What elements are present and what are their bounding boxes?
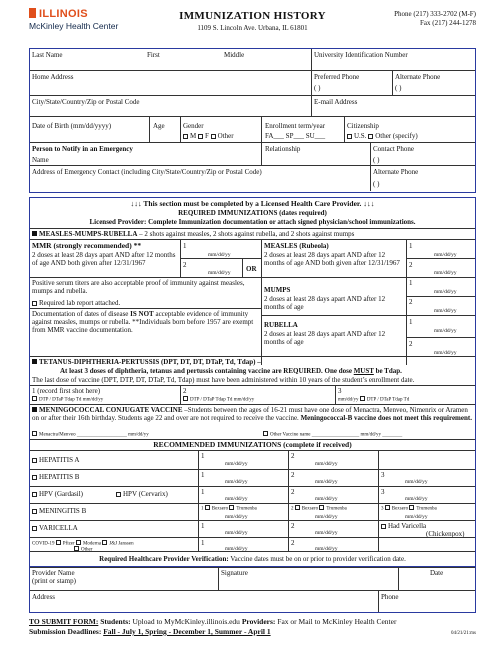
menb-dose2-date[interactable]: mm/dd/yy — [315, 514, 338, 520]
mmr-dose2-date[interactable]: mm/dd/yy — [208, 270, 231, 276]
hepb-checkbox[interactable] — [32, 475, 37, 480]
clinic-fax: Fax (217) 244-1278 — [420, 19, 476, 27]
tdap-dose3-date[interactable]: mm/dd/yy — [338, 397, 359, 403]
tdap-dose1-checkbox[interactable] — [32, 396, 37, 401]
students-text: Upload to MyMcKinley.illinois.edu — [130, 617, 242, 626]
hepb-dose3-num: 3 — [381, 471, 385, 479]
hpv-dose3-date[interactable]: mm/dd/yy — [405, 496, 428, 502]
measles-title: MEASLES (Rubeola) — [264, 242, 329, 250]
citizenship-other-label: Other (specify) — [375, 132, 418, 140]
mumps-dose2-date[interactable]: mm/dd/yy — [434, 308, 457, 314]
tdap-first-label-text: 1 (record first shot here) — [32, 387, 101, 395]
varicella-dose2-date[interactable]: mm/dd/yy — [315, 530, 338, 536]
hepb-dose2-date[interactable]: mm/dd/yy — [315, 479, 338, 485]
gender-label: Gender — [183, 122, 204, 130]
menactra-checkbox[interactable] — [32, 431, 37, 436]
mening-text — [32, 406, 472, 422]
bullet-icon — [32, 407, 37, 412]
emergency-address-label: Address of Emergency Contact (including City/State/Country/Zip or Postal Code) — [32, 168, 262, 176]
menb2-bexsero-label: Bexsero — [301, 506, 319, 512]
covid-other-label: Other ________________ — [81, 547, 134, 553]
menb-dose1-date[interactable]: mm/dd/yy — [225, 514, 248, 520]
mumps-dose1-num: 1 — [409, 279, 413, 287]
measles-dose1-num: 1 — [409, 242, 413, 250]
covid-dose2-date[interactable]: mm/dd/yy — [315, 546, 338, 552]
emergency-name-label: Name — [32, 156, 49, 164]
tdap-dose2-checkbox[interactable] — [183, 396, 188, 401]
tdap-req-must: MUST — [353, 367, 374, 375]
tdap-heading-text: TETANUS-DIPHTHERIA-PERTUSSIS (DPT, DT, DT, DTaP, Td, Tdap) – — [39, 358, 261, 366]
or-label: OR — [246, 265, 257, 273]
moderna-checkbox[interactable] — [76, 540, 81, 545]
hpv-dose1-date[interactable]: mm/dd/yy — [225, 496, 248, 502]
hpv-dose1-num: 1 — [201, 488, 205, 496]
citizenship-label: Citizenship — [347, 122, 379, 130]
gender-m-label: M — [190, 132, 197, 140]
chickenpox-label: (Chickenpox) — [426, 530, 465, 538]
menb-label: MENINGITIS B — [39, 507, 87, 515]
covid-dose1-date[interactable]: mm/dd/yy — [225, 546, 248, 552]
verification-text: Vaccine dates must be on or prior to provider verification date. — [228, 555, 406, 563]
varicella-row — [32, 524, 78, 532]
hepb-dose1-date[interactable]: mm/dd/yy — [225, 479, 248, 485]
enrollment-label: Enrollment term/year — [265, 122, 326, 130]
mening-heading: MENINGOCOCCAL CONJUGATE VACCINE — [39, 406, 183, 414]
hepa-dose2-date[interactable]: mm/dd/yy — [315, 461, 338, 467]
menb1-trumenba-checkbox[interactable] — [229, 505, 234, 510]
lab-report-label: Required lab report attached. — [39, 299, 121, 307]
menb-dose3-num: 3 — [381, 506, 384, 512]
hepb-dose3-date[interactable]: mm/dd/yy — [405, 479, 428, 485]
hpv-cervarix-row — [116, 490, 168, 498]
tdap-dose1-opts: DTP / DTaP Tdap Td — [39, 397, 82, 403]
menb3-trumenba-label: Trumenba — [416, 506, 437, 512]
hepa-row — [32, 456, 79, 464]
menb1-trumenba-label: Trumenba — [236, 506, 257, 512]
hepb-label: HEPATITIS B — [39, 473, 80, 481]
varicella-dose1-date[interactable]: mm/dd/yy — [225, 530, 248, 536]
city-label: City/State/Country/Zip or Postal Code — [32, 98, 140, 106]
gender-other-checkbox[interactable] — [211, 134, 216, 139]
mmr-heading-rest: – 2 shots against measles, 2 shots against rubella, and 2 shots against mumps — [137, 230, 355, 238]
mmr-title-text: MMR (strongly recommended) — [32, 241, 132, 250]
covid-dose2-num: 2 — [291, 539, 295, 547]
form-code: 04/21/21:ms — [450, 631, 476, 636]
menb-checkbox[interactable] — [32, 509, 37, 514]
provider-address-label: Address — [32, 593, 55, 601]
submit-label: TO SUBMIT FORM: — [29, 617, 99, 626]
menb2-trumenba-label: Trumenba — [326, 506, 347, 512]
tdap-req-a: At least 3 doses of diphtheria, tetanus and pertussis containing vaccine are REQUIRED. One dose — [60, 367, 354, 375]
providers-label: Providers: — [241, 617, 276, 626]
alt-phone-label: Alternate Phone — [373, 168, 419, 176]
preferred-phone-label: Preferred Phone — [314, 73, 360, 81]
hepb-dose1-num: 1 — [201, 471, 205, 479]
alt-phone-field[interactable]: ( ) — [373, 180, 380, 188]
jj-checkbox[interactable] — [102, 540, 107, 545]
recommended-title: RECOMMENDED IMMUNIZATIONS (complete if received) — [153, 440, 352, 449]
alternate-phone-label: Alternate Phone — [395, 73, 441, 81]
rubella-title: RUBELLA — [264, 321, 298, 329]
students-label: Students: — [98, 617, 131, 626]
deadlines-text: Fall - July 1, Spring - December 1, Summer - April 1 — [103, 627, 271, 636]
varicella-label: VARICELLA — [39, 524, 78, 532]
hpv-dose2-date[interactable]: mm/dd/yy — [315, 496, 338, 502]
mumps-dose2-num: 2 — [409, 298, 413, 306]
hepa-checkbox[interactable] — [32, 458, 37, 463]
menb-row — [32, 507, 86, 515]
hpv-cervarix-checkbox[interactable] — [116, 492, 121, 497]
mmr-heading-bold: MEASLES-MUMPS-RUBELLA — [39, 230, 138, 238]
clinic-address: 1109 S. Lincoln Ave. Urbana, IL 61801 — [197, 24, 308, 32]
menb3-bexsero-label: Bexsero — [391, 506, 409, 512]
varicella-dose1-num: 1 — [201, 522, 205, 530]
had-varicella-checkbox[interactable] — [381, 524, 386, 529]
bullet-icon — [32, 231, 37, 236]
uin-label: University Identification Number — [314, 51, 408, 59]
alternate-phone-field[interactable]: ( ) — [395, 84, 402, 92]
menb1-bexsero-checkbox[interactable] — [205, 505, 210, 510]
menb-dose1-num: 1 — [201, 506, 204, 512]
measles-description: 2 doses at least 28 days apart AND after 12 months of age AND both given after 12/31/1967 — [264, 251, 400, 267]
gender-m-checkbox[interactable] — [183, 134, 188, 139]
mmr-stars: ** — [133, 241, 142, 250]
hpv-dose3-num: 3 — [381, 488, 385, 496]
age-label: Age — [153, 122, 165, 130]
contact-phone-label: Contact Phone — [373, 145, 415, 153]
tdap-dose2-date[interactable]: mm/dd/yy — [233, 397, 255, 403]
providers-text: Fax or Mail to McKinley Health Center — [275, 617, 397, 626]
tdap-dose1-date[interactable]: mm/dd/yy — [82, 397, 104, 403]
last-name-label: Last Name — [32, 51, 63, 59]
measles-dose2-num: 2 — [409, 261, 413, 269]
mumps-title: MUMPS — [264, 286, 291, 294]
covid-dose1-num: 1 — [201, 539, 205, 547]
mumps-dose1-date[interactable]: mm/dd/yy — [434, 289, 457, 295]
tdap-requirement — [60, 367, 402, 375]
menb3-bexsero-checkbox[interactable] — [385, 505, 390, 510]
rubella-dose1-date[interactable]: mm/dd/yy — [434, 328, 457, 334]
tdap-dose3-num: 3 — [338, 387, 342, 395]
bullet-icon — [32, 359, 37, 364]
preferred-phone-field[interactable]: ( ) — [314, 84, 321, 92]
menb2-trumenba-checkbox[interactable] — [319, 505, 324, 510]
measles-dose1-date[interactable]: mm/dd/yy — [434, 252, 457, 258]
required-title: REQUIRED IMMUNIZATIONS (dates required) — [178, 209, 327, 217]
menb2-bexsero-checkbox[interactable] — [295, 505, 300, 510]
lab-report — [32, 299, 120, 307]
mmr-dose1-num: 1 — [183, 242, 187, 250]
tdap-dose2-opts: DTP / DTaP Tdap Td — [190, 397, 233, 403]
hpv-dose2-num: 2 — [291, 488, 295, 496]
rubella-dose2-num: 2 — [409, 340, 413, 348]
doc-note — [32, 310, 254, 334]
provider-section-box — [29, 197, 476, 567]
hepb-dose2-num: 2 — [291, 471, 295, 479]
measles-dose2-date[interactable]: mm/dd/yy — [434, 270, 457, 276]
dob-label: Date of Birth (mm/dd/yyyy) — [32, 122, 112, 130]
hpv-row — [32, 490, 83, 498]
logo-text: ILLINOIS — [39, 8, 88, 20]
middle-name-label: Middle — [224, 51, 245, 59]
citizenship-us-label: U.S. — [354, 132, 367, 140]
pfizer-label: Pfizer — [62, 541, 75, 547]
form-title: IMMUNIZATION HISTORY — [179, 10, 326, 22]
mening-body: –Students between the ages of 16-21 must have one dose of Menactra, Menveo, Nimenrix or Aramen on or after their 16th birthday. Students age 22 and over are not required to receive the vaccine. — [32, 406, 468, 422]
mening-b-note: Meningococcal-B vaccine does not meet this requirement. — [300, 414, 472, 422]
varicella-checkbox[interactable] — [32, 526, 37, 531]
first-name-label: First — [147, 51, 160, 59]
home-address-label: Home Address — [32, 73, 74, 81]
tdap-heading — [32, 358, 261, 366]
mmr-dose2-num: 2 — [183, 261, 187, 269]
enrollment-terms[interactable]: FA___ SP___ SU___ — [265, 132, 326, 140]
jj-label: J&J Janssen — [109, 541, 134, 547]
provider-phone-label: Phone — [381, 593, 399, 601]
mumps-description: 2 doses at least 28 days apart AND after 12 months of age — [264, 295, 386, 311]
logo-subtitle: McKinley Health Center — [29, 21, 119, 31]
licensed-note: Licensed Provider: Complete Immunization documentation or attach signed physician/school immunizations. — [89, 218, 416, 226]
hepb-row — [32, 473, 79, 481]
doc-note-2: acceptable evidence of immunity against measles, mumps or rubella. **Individuals born before 1957 are exempt from MMR vaccine documentation. — [32, 310, 254, 334]
emergency-title: Person to Notify in an Emergency — [32, 145, 133, 153]
tdap-dose3-checkbox[interactable] — [360, 396, 365, 401]
verification-title: Required Healthcare Provider Verification: — [99, 555, 229, 563]
relationship-label: Relationship — [265, 145, 301, 153]
tdap-dose3-opts: DTP / DTaP Tdap Td — [366, 397, 410, 403]
menb3-trumenba-checkbox[interactable] — [409, 505, 414, 510]
mmr-description: 2 doses at least 28 days apart AND after 12 months of age AND both given after 12/31/1967 — [32, 251, 176, 267]
tdap-first-label — [32, 387, 100, 395]
serum-note: Positive serum titers are also acceptable proof of immunity against measles, mumps and rubella. — [32, 279, 245, 295]
provider-signature-box — [29, 567, 476, 613]
rubella-dose1-num: 1 — [409, 318, 413, 326]
mmr-heading — [32, 230, 354, 238]
gender-options — [183, 132, 234, 140]
lab-report-checkbox[interactable] — [32, 301, 37, 306]
had-varicella — [381, 522, 426, 530]
menactra-opts: Menactra/Menveo ____________________ mm/dd/yy — [39, 432, 149, 438]
mening-other-checkbox[interactable] — [263, 431, 268, 436]
form-header — [29, 8, 476, 42]
moderna-label: Moderna — [82, 541, 102, 547]
deadlines-line — [29, 628, 271, 636]
pfizer-checkbox[interactable] — [56, 540, 61, 545]
hpv-gardasil-checkbox[interactable] — [32, 492, 37, 497]
mmr-dose1-date[interactable]: mm/dd/yy — [208, 252, 231, 258]
gender-f-checkbox[interactable] — [198, 134, 203, 139]
clinic-phone: Phone (217) 333-2702 (M-F) — [394, 10, 476, 18]
doc-note-1: Documentation of dates of disease — [32, 310, 131, 318]
personal-info-box — [29, 48, 476, 193]
had-varicella-label: Had Varicella — [388, 522, 427, 530]
tdap-dose2-num: 2 — [183, 387, 187, 395]
verification-line — [30, 555, 475, 563]
citizenship-options — [347, 132, 418, 140]
doc-note-not: IS NOT — [130, 310, 154, 318]
hpv-cervarix-label: HPV (Cervarix) — [123, 490, 168, 498]
gender-other-label: Other — [217, 132, 234, 140]
signature-label: Signature — [221, 569, 248, 577]
provider-print-label: (print or stamp) — [32, 577, 76, 585]
mening-other-opts: Other Vaccine name ___________________ mm/dd/yy ________ — [270, 432, 403, 438]
hepa-label: HEPATITIS A — [39, 456, 80, 464]
rubella-dose2-date[interactable]: mm/dd/yy — [434, 350, 457, 356]
clinic-contact — [394, 10, 476, 28]
citizenship-other-checkbox[interactable] — [368, 134, 373, 139]
tdap-last-dose-note: The last dose of vaccine (DPT, DTP, DT, DTaP, Td, Tdap) must have been administered within 10 years of the student’s enrollment date. — [32, 376, 415, 384]
hepa-dose2-num: 2 — [291, 452, 295, 460]
menb-dose2-num: 2 — [291, 506, 294, 512]
deadlines-label: Submission Deadlines: — [29, 627, 102, 636]
date-label: Date — [430, 569, 444, 577]
covid-label: COVID-19 — [32, 541, 55, 547]
gender-f-label: F — [204, 132, 209, 140]
hepa-dose1-date[interactable]: mm/dd/yy — [225, 461, 248, 467]
email-label: E-mail Address — [314, 98, 358, 106]
rubella-description: 2 doses at least 28 days apart AND after 12 months of age — [264, 330, 386, 346]
varicella-dose2-num: 2 — [291, 522, 295, 530]
mmr-title — [32, 242, 141, 250]
hpv-gardasil-label: HPV (Gardasil) — [39, 490, 84, 498]
hepa-dose1-num: 1 — [201, 452, 205, 460]
menb-dose3-date[interactable]: mm/dd/yy — [405, 514, 428, 520]
provider-name-label: Provider Name — [32, 569, 75, 577]
menb1-bexsero-label: Bexsero — [211, 506, 229, 512]
provider-banner: ↓↓↓ This section must be completed by a Licensed Health Care Provider. ↓↓↓ — [130, 199, 375, 208]
citizenship-us-checkbox[interactable] — [347, 134, 352, 139]
contact-phone-field[interactable]: ( ) — [373, 156, 380, 164]
tdap-req-b: be Tdap. — [373, 367, 402, 375]
submit-line — [29, 618, 396, 626]
